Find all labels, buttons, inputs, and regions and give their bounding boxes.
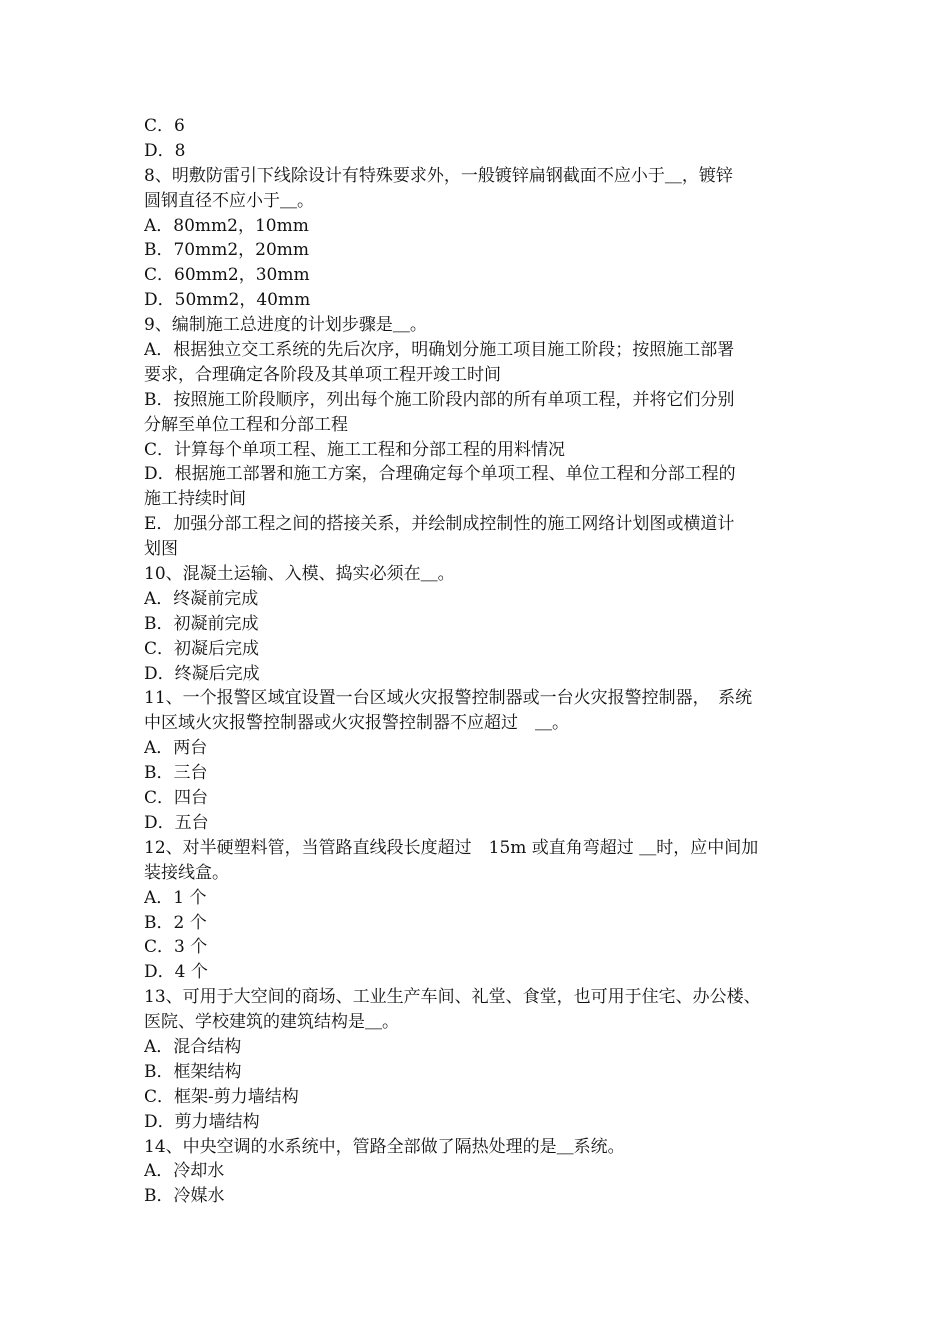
- q13-option-d: D．剪力墙结构: [144, 1111, 260, 1132]
- q8-option-d: D．50mm2，40mm: [144, 290, 311, 311]
- q12-option-a: A．1 个: [144, 887, 207, 908]
- q9-option-e-line-1: E．加强分部工程之间的搭接关系，并绘制成控制性的施工网络计划图或横道计: [144, 514, 735, 535]
- option-c-line: C．6: [144, 116, 185, 136]
- question-8-line-2: 圆钢直径不应小于＿。: [144, 190, 314, 211]
- q9-option-c: C．计算每个单项工程、施工工程和分部工程的用料情况: [144, 439, 566, 460]
- q13-option-c: C．框架-剪力墙结构: [144, 1086, 299, 1107]
- question-8-line-1: 8、明敷防雷引下线除设计有特殊要求外，一般镀锌扁钢截面不应小于＿，镀锌: [144, 165, 733, 186]
- q9-option-a-line-2: 要求，合理确定各阶段及其单项工程开竣工时间: [144, 364, 501, 385]
- q8-option-c: C．60mm2，30mm: [144, 265, 310, 286]
- q9-option-b-line-1: B．按照施工阶段顺序，列出每个施工阶段内部的所有单项工程，并将它们分别: [144, 389, 735, 410]
- q9-option-a-line-1: A．根据独立交工系统的先后次序，明确划分施工项目施工阶段；按照施工部署: [144, 340, 735, 361]
- q12-option-b: B．2 个: [144, 912, 207, 933]
- question-13-line-1: 13、可用于大空间的商场、工业生产车间、礼堂、食堂，也可用于住宅、办公楼、: [144, 987, 761, 1008]
- q10-option-a: A．终凝前完成: [144, 588, 259, 609]
- q12-option-d: D．4 个: [144, 962, 208, 983]
- q9-option-d-line-2: 施工持续时间: [144, 489, 246, 510]
- q11-option-c: C．四台: [144, 788, 209, 809]
- q12-option-c: C．3 个: [144, 937, 208, 958]
- q14-option-b: B．冷媒水: [144, 1186, 225, 1207]
- q11-option-b: B．三台: [144, 763, 208, 784]
- question-10: 10、混凝土运输、入模、捣实必须在＿。: [144, 564, 455, 585]
- question-11-line-2: 中区域火灾报警控制器或火灾报警控制器不应超过 ＿。: [144, 713, 569, 734]
- q8-option-a: A．80mm2，10mm: [144, 215, 309, 236]
- question-12-line-2: 装接线盒。: [144, 862, 229, 883]
- question-12-line-1: 12、对半硬塑料管，当管路直线段长度超过 15m 或直角弯超过 ＿时，应中间加: [144, 837, 759, 858]
- q13-option-a: A．混合结构: [144, 1036, 242, 1057]
- q11-option-a: A．两台: [144, 738, 208, 759]
- q9-option-b-line-2: 分解至单位工程和分部工程: [144, 414, 348, 435]
- q8-option-b: B．70mm2，20mm: [144, 240, 310, 261]
- q13-option-b: B．框架结构: [144, 1061, 242, 1082]
- q10-option-d: D．终凝后完成: [144, 663, 260, 684]
- question-11-line-1: 11、一个报警区域宜设置一台区域火灾报警控制器或一台火灾报警控制器， 系统: [144, 688, 753, 709]
- q9-option-d-line-1: D．根据施工部署和施工方案，合理确定每个单项工程、单位工程和分部工程的: [144, 464, 736, 485]
- q14-option-a: A．冷却水: [144, 1161, 225, 1182]
- option-d-line: D．8: [144, 140, 186, 161]
- q9-option-e-line-2: 划图: [144, 539, 178, 560]
- question-9: 9、编制施工总进度的计划步骤是＿。: [144, 315, 427, 336]
- q11-option-d: D．五台: [144, 812, 209, 833]
- document-body: [144, 114, 808, 1209]
- q10-option-b: B．初凝前完成: [144, 613, 259, 634]
- question-14: 14、中央空调的水系统中，管路全部做了隔热处理的是＿系统。: [144, 1136, 625, 1157]
- q10-option-c: C．初凝后完成: [144, 638, 260, 659]
- question-13-line-2: 医院、学校建筑的建筑结构是＿。: [144, 1012, 399, 1033]
